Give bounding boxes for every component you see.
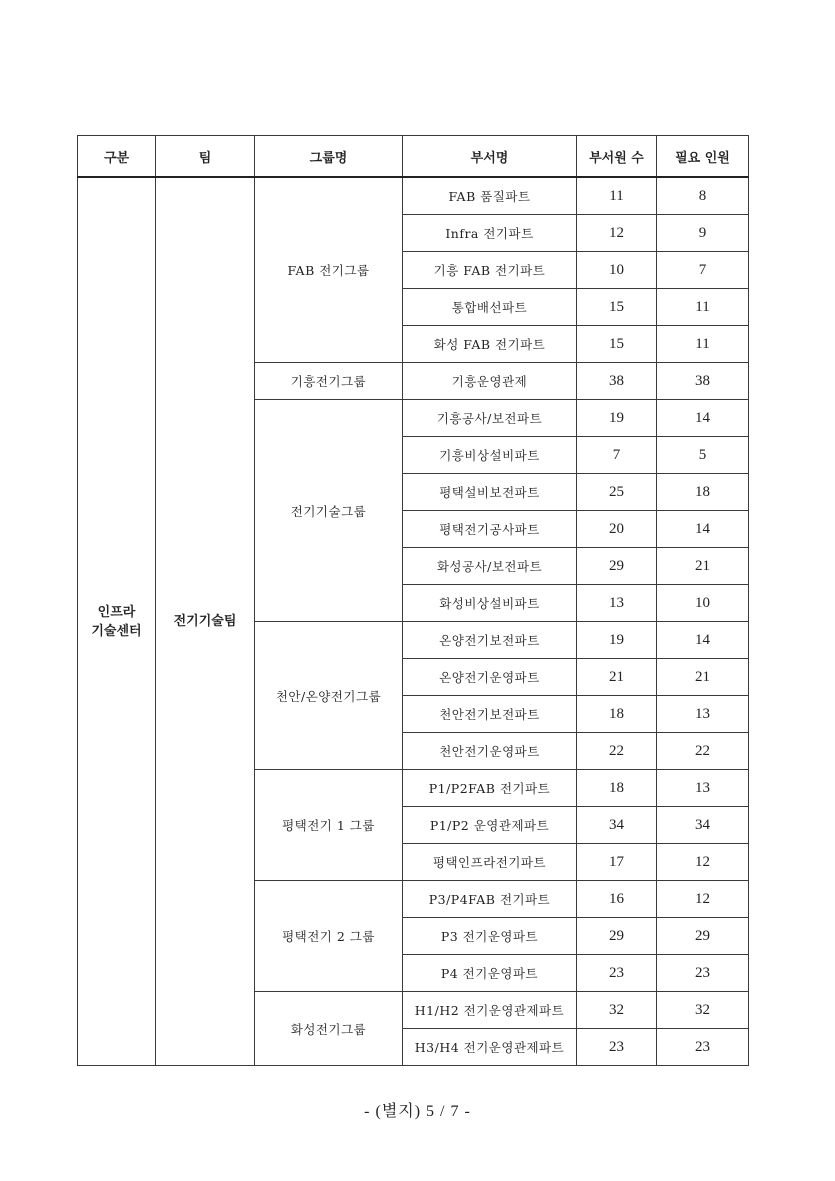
required-count-cell: 22	[657, 733, 749, 770]
category-cell	[78, 177, 156, 1066]
dept-name-cell: 천안전기보전파트	[403, 696, 577, 733]
dept-name-cell: H3/H4 전기운영관제파트	[403, 1029, 577, 1066]
header-team: 팀	[156, 136, 255, 178]
required-count-cell: 34	[657, 807, 749, 844]
member-count-cell: 7	[577, 437, 657, 474]
dept-name-cell: P1/P2 운영관제파트	[403, 807, 577, 844]
member-count-cell: 34	[577, 807, 657, 844]
staffing-table	[77, 135, 749, 1066]
group-name-cell: 평택전기 1 그룹	[255, 770, 403, 881]
dept-name-cell: 평택인프라전기파트	[403, 844, 577, 881]
required-count-cell: 29	[657, 918, 749, 955]
member-count-cell: 17	[577, 844, 657, 881]
member-count-cell: 13	[577, 585, 657, 622]
table-header	[78, 136, 749, 178]
required-count-cell: 11	[657, 326, 749, 363]
page-footer: - (별지) 5 / 7 -	[364, 1103, 471, 1120]
dept-name-cell: 평택설비보전파트	[403, 474, 577, 511]
member-count-cell: 21	[577, 659, 657, 696]
required-count-cell: 14	[657, 622, 749, 659]
dept-name-cell: Infra 전기파트	[403, 215, 577, 252]
group-name-cell: 천안/온양전기그룹	[255, 622, 403, 770]
header-members: 부서원 수	[577, 136, 657, 178]
required-count-cell: 14	[657, 400, 749, 437]
member-count-cell: 38	[577, 363, 657, 400]
header-group: 그룹명	[255, 136, 403, 178]
member-count-cell: 23	[577, 1029, 657, 1066]
required-count-cell: 21	[657, 659, 749, 696]
member-count-cell: 22	[577, 733, 657, 770]
member-count-cell: 32	[577, 992, 657, 1029]
member-count-cell: 15	[577, 289, 657, 326]
required-count-cell: 10	[657, 585, 749, 622]
required-count-cell: 23	[657, 1029, 749, 1066]
member-count-cell: 18	[577, 770, 657, 807]
member-count-cell: 18	[577, 696, 657, 733]
dept-name-cell: P3 전기운영파트	[403, 918, 577, 955]
required-count-cell: 5	[657, 437, 749, 474]
required-count-cell: 8	[657, 177, 749, 215]
required-count-cell: 11	[657, 289, 749, 326]
group-name-cell: 전기기술그룹	[255, 400, 403, 622]
dept-name-cell: 기흥운영관제	[403, 363, 577, 400]
header-required: 필요 인원	[657, 136, 749, 178]
required-count-cell: 12	[657, 881, 749, 918]
dept-name-cell: H1/H2 전기운영관제파트	[403, 992, 577, 1029]
dept-name-cell: 통합배선파트	[403, 289, 577, 326]
dept-name-cell: P1/P2FAB 전기파트	[403, 770, 577, 807]
required-count-cell: 21	[657, 548, 749, 585]
member-count-cell: 19	[577, 622, 657, 659]
dept-name-cell: 화성비상설비파트	[403, 585, 577, 622]
required-count-cell: 7	[657, 252, 749, 289]
member-count-cell: 25	[577, 474, 657, 511]
group-name-cell: 화성전기그룹	[255, 992, 403, 1066]
required-count-cell: 14	[657, 511, 749, 548]
dept-name-cell: 기흥공사/보전파트	[403, 400, 577, 437]
dept-name-cell: 온양전기보전파트	[403, 622, 577, 659]
member-count-cell: 23	[577, 955, 657, 992]
dept-name-cell: 기흥 FAB 전기파트	[403, 252, 577, 289]
dept-name-cell: P3/P4FAB 전기파트	[403, 881, 577, 918]
required-count-cell: 38	[657, 363, 749, 400]
team-cell: 전기기술팀	[156, 177, 255, 1066]
member-count-cell: 19	[577, 400, 657, 437]
required-count-cell: 12	[657, 844, 749, 881]
required-count-cell: 13	[657, 696, 749, 733]
header-row	[78, 136, 749, 178]
member-count-cell: 20	[577, 511, 657, 548]
required-count-cell: 23	[657, 955, 749, 992]
member-count-cell: 16	[577, 881, 657, 918]
header-category: 구분	[78, 136, 156, 178]
required-count-cell: 18	[657, 474, 749, 511]
dept-name-cell: 화성공사/보전파트	[403, 548, 577, 585]
dept-name-cell: 기흥비상설비파트	[403, 437, 577, 474]
table-row	[78, 177, 749, 215]
member-count-cell: 29	[577, 918, 657, 955]
category-line-1: 인프라	[97, 604, 136, 620]
member-count-cell: 10	[577, 252, 657, 289]
category-line-2: 기술센터	[91, 623, 142, 639]
dept-name-cell: 천안전기운영파트	[403, 733, 577, 770]
header-dept: 부서명	[403, 136, 577, 178]
dept-name-cell: 화성 FAB 전기파트	[403, 326, 577, 363]
dept-name-cell: FAB 품질파트	[403, 177, 577, 215]
required-count-cell: 9	[657, 215, 749, 252]
member-count-cell: 12	[577, 215, 657, 252]
dept-name-cell: P4 전기운영파트	[403, 955, 577, 992]
group-name-cell: FAB 전기그룹	[255, 177, 403, 363]
required-count-cell: 32	[657, 992, 749, 1029]
table-body	[78, 177, 749, 1066]
member-count-cell: 15	[577, 326, 657, 363]
required-count-cell: 13	[657, 770, 749, 807]
dept-name-cell: 온양전기운영파트	[403, 659, 577, 696]
member-count-cell: 11	[577, 177, 657, 215]
group-name-cell: 평택전기 2 그룹	[255, 881, 403, 992]
group-name-cell: 기흥전기그룹	[255, 363, 403, 400]
member-count-cell: 29	[577, 548, 657, 585]
dept-name-cell: 평택전기공사파트	[403, 511, 577, 548]
